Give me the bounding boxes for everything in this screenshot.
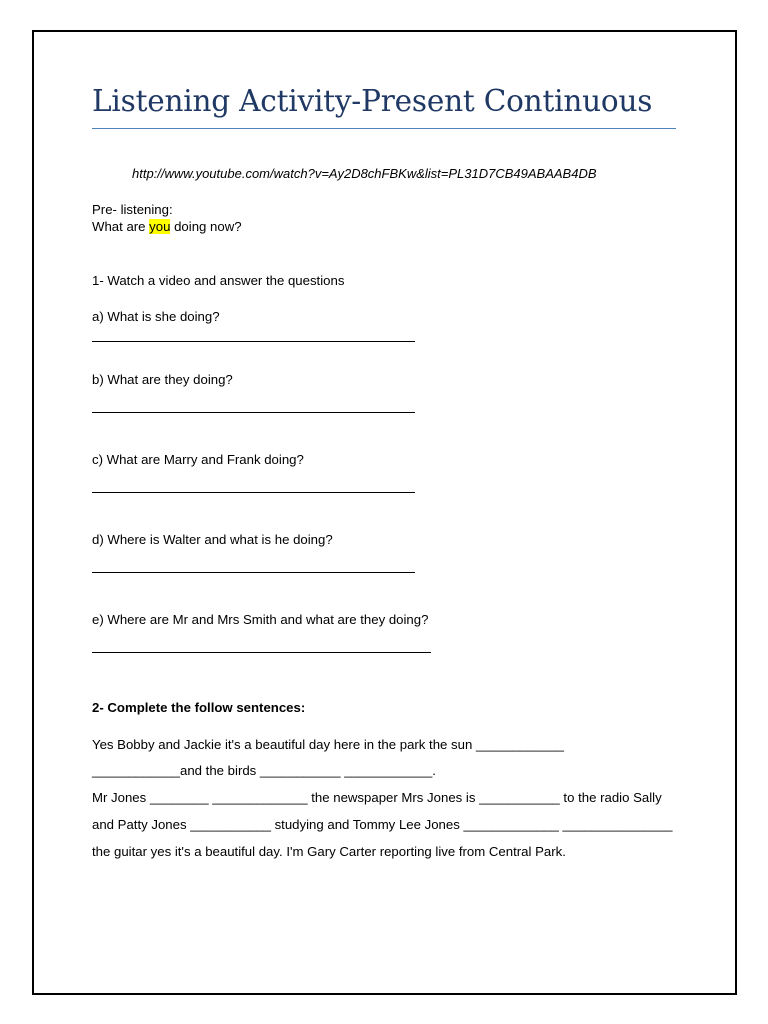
answer-line-d[interactable] <box>92 572 415 573</box>
answer-line-b[interactable] <box>92 412 415 413</box>
question-e: e) Where are Mr and Mrs Smith and what are they doing? <box>92 612 429 627</box>
answer-line-e[interactable] <box>92 652 431 653</box>
title-underline <box>92 128 676 129</box>
question-a: a) What is she doing? <box>92 309 220 324</box>
part2-heading: 2- Complete the follow sentences: <box>92 700 306 715</box>
cloze-line-4: and Patty Jones ___________ studying and Tommy Lee Jones _____________ _______________ <box>92 817 673 832</box>
answer-line-c[interactable] <box>92 492 415 493</box>
cloze-line-2: ____________and the birds ___________ ____________. <box>92 763 436 778</box>
answer-line-a[interactable] <box>92 341 415 342</box>
question-c: c) What are Marry and Frank doing? <box>92 452 304 467</box>
question-d: d) Where is Walter and what is he doing? <box>92 532 333 547</box>
question-text-start: What are <box>92 219 150 234</box>
cloze-line-1: Yes Bobby and Jackie it's a beautiful day here in the park the sun ____________ <box>92 737 564 752</box>
question-text-end: doing now? <box>170 219 242 234</box>
cloze-line-3: Mr Jones ________ _____________ the newspaper Mrs Jones is ___________ to the radio Sally <box>92 790 662 805</box>
pre-listening-heading: Pre- listening: <box>92 202 173 217</box>
video-url[interactable]: http://www.youtube.com/watch?v=Ay2D8chFBKw&list=PL31D7CB49ABAAB4DB <box>132 166 597 181</box>
cloze-line-5: the guitar yes it's a beautiful day. I'm Gary Carter reporting live from Central Park. <box>92 844 566 859</box>
highlighted-word: you <box>149 219 171 234</box>
part1-heading: 1- Watch a video and answer the questions <box>92 273 345 288</box>
document-title: Listening Activity-Present Continuous <box>92 84 653 118</box>
pre-listening-question <box>92 219 242 234</box>
question-b: b) What are they doing? <box>92 372 233 387</box>
